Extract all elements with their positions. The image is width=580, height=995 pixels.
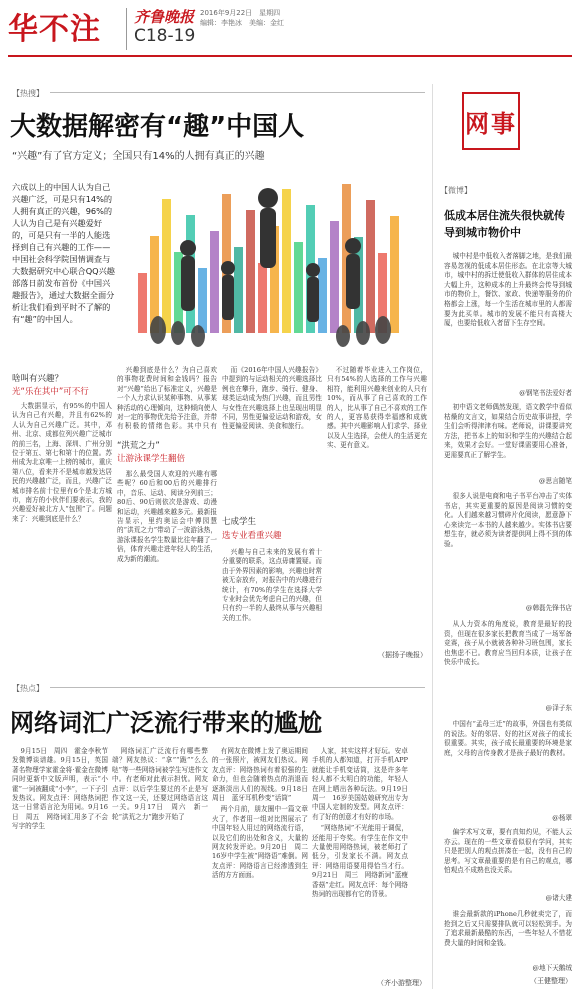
feature1-col3: 那么最受国人欢迎的兴趣有哪些呢？60后和00后的兴趣排行中，音乐、运动、阅读分列前三；80后、90后则依次是游戏、动漫和运动，兴趣越来越多元。最新报告显示，里约奥运会中傅园慧的“洪荒之力”带动了一波游泳热，游泳课报名学生数量比往年翻了一倍，体育兴趣走进年轻人的生活，成为新的潮流。 [117, 470, 217, 563]
page-number: C18-19 [134, 26, 196, 46]
feature1-tag: 【热搜】 [12, 89, 44, 98]
feature2-spacer [412, 747, 428, 748]
illustration-bar [162, 199, 171, 333]
sidebar-post-1: 城中村是中低收入者落脚之地，是我们最容易忽视的低成本居住形态。在北京等大城市，城中村的拆迁使低收入群体的居住成本大幅上升，这种成本的上升最终会传导到城市的物价上，餐饮、家政、快递等服务的价格都会上涨，每一个生活在城市里的人都需要为此买单。城市的发展不能只有高楼大厦，也要给低收入者留下生存空间。 [444, 252, 572, 328]
illustration-bar [198, 268, 207, 333]
feature1-source: （据扬子晚报） [378, 651, 427, 659]
feature1-sub3-question: 七成学生 [222, 517, 257, 527]
sidebar-handle-3: @韩磊先锋书店 [525, 604, 572, 612]
sidebar-handle-5: @杨翠 [552, 814, 572, 822]
feature1-sub1-question: 啥叫有兴趣？ [12, 374, 64, 384]
sidebar-post-5: 中国有“孟母三迁”的故事，外国也有类似的说法。好的邻居、好的社区对孩子的成长很重要。其实，孩子成长最重要的环境是家庭，父母的言传身教才是孩子最好的教材。 [444, 720, 572, 757]
section-title: 华不注 [8, 12, 101, 47]
masthead-divider [126, 8, 127, 50]
band-illustration [118, 158, 423, 353]
sidebar-post-3: 很多人说是电商和电子书平台冲击了实体书店，其实更重要的原因是阅读习惯的变化。人们越来越习惯碎片化阅读，愿意静下心来读完一本书的人越来越少。实体书店要想生存，就必须为读者提供网上得不到的体验。 [444, 492, 572, 548]
feature1-subhead: “兴趣”有了官方定义；全国只有14%的人拥有真正的兴趣 [12, 151, 265, 162]
sidebar-handle-7: @地下天鹅绒 [532, 964, 572, 972]
feature2-col5: 两个月前，朋友圈中一篇文章火了，作者用一组对比图展示了中国年轻人用过的网络流行语，以及它们的出处和含义，大量的网友转发评论。9月20日 周二 16岁中学生被“网络语”难倒。网友点评：网络语言已经渗透到生活的方方面面。 [212, 805, 308, 880]
feature1-lede: 六成以上的中国人认为自己兴趣广泛，可是只有14%的人拥有真正的兴趣，96%的人认为自己是有兴趣爱好的，可是只有一半的人能选择到自己有兴趣的工作——中国社会科学院国情调查与大数据研究中心联合QQ兴趣部落日前发布首份《中国兴趣报告》，通过大数据全面分析让我们看到平时不了解的有“趣”的中国人。 [12, 182, 115, 324]
illustration-bar [138, 273, 147, 333]
feature2-col1: 9月15日 周四 霍金李秋节发微博谈谱雄。9月15日，英国著名物理学家霍金将·霍金在微博同时更新中文版声明，表示“小霍”一词被翻成“小李”，一下子引发热议。网友点评：网络热词把这一日常语言沦为用词。9月16日 周五 网络词汇用多了不会写字的学生 [12, 747, 108, 831]
feature2-col6: “网络热词”不光能用于调侃，还能用于夸奖。有学生在作文中大量使用网络热词，被老师打了低分，引发家长不满。网友点评：网络用语要用得恰当才行。9月21日 周三 网络新词“蓝瘦香菇”走红。网友点评：每个网络热词的出现都有它的背景。 [312, 824, 408, 899]
sidebar-handle-1: @钢笔书法爱好者 [519, 389, 572, 397]
sidebar-post-6: 偏学术写文章，要有真知灼见，不能人云亦云。现在的一些文章看似很有学问，其实只是把别人的观点拼凑在一起，没有自己的思考。写文章最重要的是有自己的观点，哪怕观点不成熟也没关系。 [444, 828, 572, 875]
sidebar-handle-4: @泽子东 [545, 704, 572, 712]
feature1-sub2-question: “洪荒之力” [117, 441, 160, 451]
feature2-headline: 网络词汇广泛流行带来的尴尬 [10, 709, 322, 737]
feature2-col4: 人家，其实这样才好玩。安卓手机的人都知道，打开手机APP就能让手机变话筒，这是许多年轻人都不太明白的功能，年轻人在网上晒出各种玩法。9月19日 周一 16岁美国姑娘研究出专为中国人定制的发型。网友点评：有了好的创意才有好的市场。 “网络热词”不光能用于调侃，还能用于夸奖。有学生在作文中大量使用网络热词，被老师打了低分，引发家长不满。网友点评：网络用语要用得恰当才行。9月21日 周三 网络新词“蓝瘦香菇”走红。网友点评：每个网络热词的出现都有它的背景。 [312, 747, 408, 899]
feature1-col5: 兴趣与自己未来的发展有着十分重要的联系，这点毋庸置疑。而由于外界因素的影响，兴趣也时常被无奈放弃，对报告中的兴趣进行统计，有70%的学生在选择大学专业时会优先考虑自己的兴趣，但只有约一半的人最终从事与兴趣相关的工作。 [222, 548, 322, 622]
illustration-bar [246, 210, 255, 333]
illustration-bar [294, 242, 303, 333]
feature1-col1: 大数据显示，有95%的中国人认为自己有兴趣，并且有62%的人认为自己兴趣广泛。其中，邓州、北京、成都位列兴趣广泛城市的前三名，上海、深圳、广州分别位于第五、第七和第十的位置。苏州成为北京唯一上榜的城市，重庆第八位，看来并不是城市越发达居民的兴趣越广泛，而且，兴趣广泛城市排名前十位里有6个是北方城市，南方的小伙伴们要表示，我的兴趣爱好被北方人“包围”了。问题来了：兴趣到底是什么？ [12, 402, 112, 523]
feature2-credit: （齐小游整理） [377, 979, 426, 987]
date-line: 2016年9月22日 星期四 [200, 9, 281, 17]
illustration-bar [330, 221, 339, 333]
illustration-bar [258, 263, 267, 333]
sidebar-tag: 【微博】 [440, 186, 472, 195]
sidebar-headline: 低成本居住流失很快就传导到城市物价中 [444, 209, 565, 239]
sidebar-divider [432, 84, 433, 989]
sidebar-stamp: 网事 [462, 92, 520, 150]
feature1-sub3-answer: 选专业看重兴趣 [222, 531, 282, 541]
feature2-col5-anchor [312, 747, 313, 748]
feature2-tag-rule [50, 687, 425, 688]
illustration-bar [234, 247, 243, 333]
sidebar-credit: （王健整理） [530, 977, 572, 985]
illustration-bar [390, 216, 399, 333]
feature1-headline: 大数据解密有“趣”中国人 [10, 112, 305, 142]
sidebar-post-7: 谁会最新款的iPhone几秒就卖完了，而抢到之后又只需要排队就可以轻松到手。为了追求最新最酷的东西，一些年轻人不惜花费大量的时间和金钱。 [444, 910, 572, 947]
header-meta [200, 8, 284, 28]
feature1-tag-rule [50, 92, 425, 93]
feature2-col3: 有网友在微博上发了奥运期间的一张照片，被网友们热议。网友点评：网络热词有着很强的生命力，但也会随着热点的消退而逐渐淡出人们的视线。9月18日 周日 蓝牙耳机秒变“话筒” 两个月前，朋友圈中一篇文章火了，作者用一组对比图展示了中国年轻人用过的网络流行语，以及它们的出处和含义，大量的网友转发评论。9月20日 周二 16岁中学生被“网络语”难倒。网友点评：网络语言已经渗透到生活的方方面面。 [212, 747, 308, 880]
illustration-bar [282, 189, 291, 333]
sidebar-post-2: 初中语文老师偶然发现，语文教学中看似枯燥的文言文，如果结合历史故事讲授，学生们会听得津津有味。老师说，讲课要讲究方法，把书本上的知识和学生的兴趣结合起来，效果才会好。一堂好课需要用心准备，更需要真正了解学生。 [444, 403, 572, 459]
sidebar-handle-2: @思言随笔 [539, 477, 572, 485]
header-rule [8, 55, 572, 57]
feature2-col2: 网络词汇广泛流行有哪些弊端？网友热议：“拿”“跪”“么么哒”等一些网络词被学生写进作文中。有老师对此表示担忧。网友点评：以后学生要过的不止是写作文这一关，还要过网络语言这一关。9月17日 周六 新一轮“洪荒之力”跑步开始了 [112, 747, 208, 821]
paper-logo: 齐鲁晚报 [134, 8, 195, 26]
illustration-bar [366, 200, 375, 333]
illustration-bar [210, 231, 219, 333]
editors-line: 编辑：李艳冰 美编：金红 [200, 19, 284, 27]
feature1-col6: 不过随着毕业进入工作岗位，只有54%的人选择的工作与兴趣相符，能利用兴趣来创业的人只有10%，而从事了自己喜欢的工作的人，比从事了自己不喜欢的工作的人，更容易获得幸福感和成就感。其中兴趣影响人们求学、择业以及人生选择，会使人的生活更充实、更有意义。 [327, 366, 427, 450]
feature1-sub2-answer: 让游泳课学生翻倍 [117, 454, 186, 464]
feature1-col4: 而《2016年中国人兴趣报告》中提到的与运动相关的兴趣选择比例也在攀升，跑步、骑行、健身、球类运动成为热门兴趣，而且男性与女性在兴趣选择上也呈现出明显不同，男性更偏爱运动和游戏，女性更偏爱阅读、美食和旅行。 [222, 366, 322, 431]
feature1-sub1-answer: 光“乐在其中”可不行 [12, 387, 89, 397]
feature2-tag: 【热点】 [12, 684, 44, 693]
sidebar-post-4: 从人力资本的角度说，教育是最好的投资，但现在很多家长把教育当成了一场军备竞赛，孩子从小就被各种补习班包围，家长也焦虑不已。教育应当回归本质，让孩子在快乐中成长。 [444, 620, 572, 667]
feature1-col2: 兴趣到底是什么？为自己喜欢的事物花费时间和金钱吗？报告对“兴趣”给出了标准定义，兴趣是一个人力求认识某种事物、从事某种活动的心理倾向，这种倾向使人对一定的事物优先给予注意，并带有积极的情绪色彩。其中只有 [117, 366, 217, 431]
sidebar-handle-6: @诸大建 [545, 894, 572, 902]
